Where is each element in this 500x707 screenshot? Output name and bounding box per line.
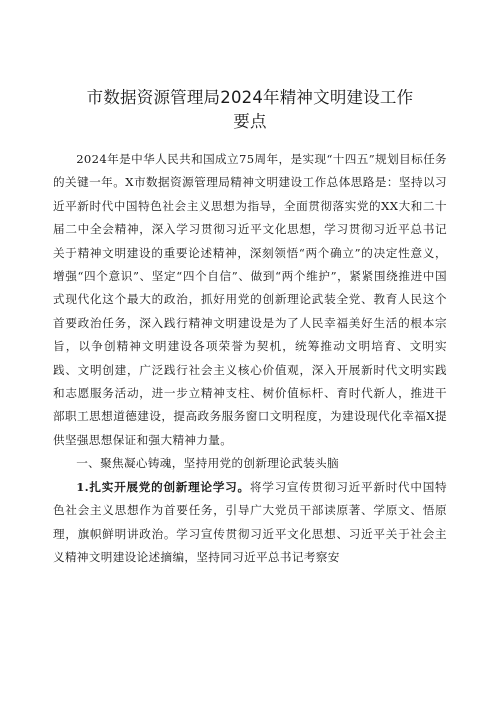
item-1-lead: 1.扎实开展党的创新理论学习。 (76, 479, 250, 494)
item-1-paragraph (53, 476, 447, 570)
title-line-2: 要点 (233, 112, 267, 131)
section-1-heading: 一、聚焦凝心铸魂，坚持用党的创新理论武装头脑 (76, 456, 339, 471)
title-line-1: 市数据资源管理局2024年精神文明建设工作 (86, 88, 414, 107)
item-1-text: 将学习宣传贯彻习近平新时代中国特色社会主义思想作为首要任务，引导广大党员干部读原著、学原文、悟原理，旗帜鲜明讲政治。学习宣传贯彻习近平文化思想、习近平关于社会主义精神文明建设论述摘编，坚持同习近平总书记考察安 (53, 479, 447, 564)
document-body (53, 148, 447, 569)
document-title (53, 86, 447, 134)
intro-paragraph: 2024年是中华人民共和国成立75周年，是实现“十四五”规划目标任务的关键一年。X市数据资源管理局精神文明建设工作总体思路是：坚持以习近平新时代中国特色社会主义思想为指导，全面贯彻落实党的XX大和二十届二中全会精神，深入学习贯彻习近平文化思想，学习贯彻习近平总书记关于精神文明建设的重要论述精神，深刻领悟“两个确立”的决定性意义，增强“四个意识”、坚定“四个自信”、做到“两个维护”，紧紧围绕推进中国式现代化这个最大的政治，抓好用党的创新理论武装全党、教育人民这个首要政治任务，深入践行精神文明建设是为了人民幸福美好生活的根本宗旨，以争创精神文明建设各项荣誉为契机，统筹推动文明培育、文明实践、文明创建，广泛践行社会主义核心价值观，深入开展新时代文明实践和志愿服务活动，进一步立精神支柱、树价值标杆、育时代新人，推进干部职工思想道德建设，提高政务服务窗口文明程度，为建设现代化幸福X提供坚强思想保证和强大精神力量。 (53, 152, 447, 447)
